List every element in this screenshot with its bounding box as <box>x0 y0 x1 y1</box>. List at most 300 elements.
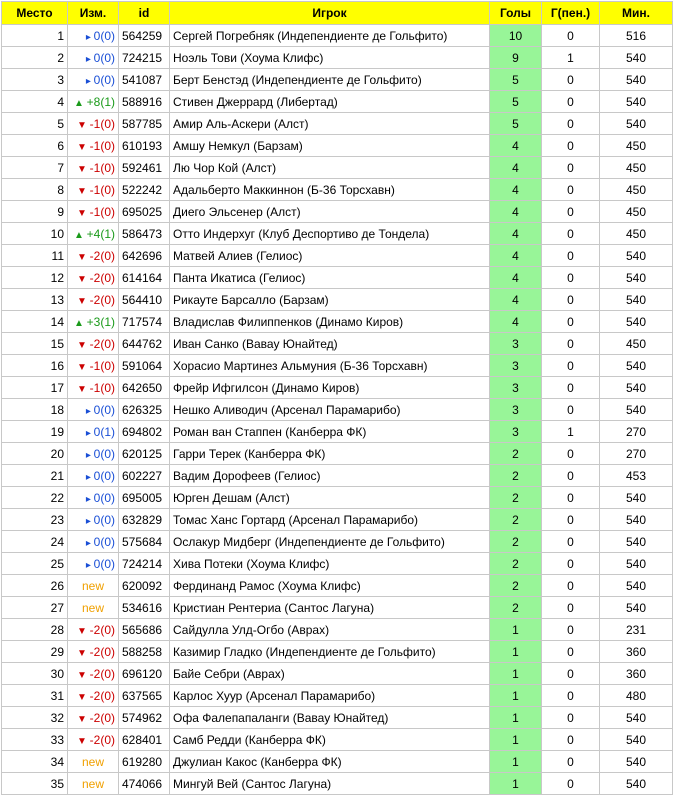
change-value: 0(0) <box>93 534 115 549</box>
place-cell: 34 <box>2 751 68 773</box>
player-name-cell[interactable]: Отто Индерхуг (Клуб Деспортиво де Тондела) <box>170 223 490 245</box>
goals-cell: 3 <box>490 377 542 399</box>
change-value: -1(0) <box>89 380 115 395</box>
penalty-goals-cell: 0 <box>542 333 600 355</box>
penalty-goals-cell: 0 <box>542 179 600 201</box>
player-name-cell[interactable]: Томас Ханс Гортард (Арсенал Парамарибо) <box>170 509 490 531</box>
minutes-cell: 540 <box>600 751 673 773</box>
table-row <box>2 443 673 465</box>
goals-cell: 3 <box>490 421 542 443</box>
penalty-goals-cell: 0 <box>542 267 600 289</box>
penalty-goals-cell: 0 <box>542 91 600 113</box>
change-cell <box>68 179 119 201</box>
change-cell <box>68 333 119 355</box>
change-value: 0(0) <box>93 556 115 571</box>
change-value: 0(0) <box>93 490 115 505</box>
penalty-goals-cell: 0 <box>542 575 600 597</box>
goals-cell: 10 <box>490 25 542 47</box>
player-id-cell: 588258 <box>119 641 170 663</box>
player-name-cell[interactable]: Фрейр Ифгилсон (Динамо Киров) <box>170 377 490 399</box>
player-name-cell[interactable]: Матвей Алиев (Гелиос) <box>170 245 490 267</box>
change-cell <box>68 135 119 157</box>
player-name-cell[interactable]: Самб Редди (Канберра ФК) <box>170 729 490 751</box>
goals-cell: 2 <box>490 531 542 553</box>
table-row <box>2 751 673 773</box>
pointer-right-icon: ▸ <box>85 31 94 43</box>
change-value: 0(0) <box>93 72 115 87</box>
goals-cell: 1 <box>490 685 542 707</box>
change-value: 0(0) <box>93 446 115 461</box>
minutes-cell: 540 <box>600 597 673 619</box>
change-value: -2(0) <box>89 644 115 659</box>
player-id-cell: 626325 <box>119 399 170 421</box>
triangle-down-icon: ▼ <box>76 647 90 659</box>
player-name-cell[interactable]: Ослакур Мидберг (Индепендиенте де Гольфито) <box>170 531 490 553</box>
player-name-cell[interactable]: Роман ван Стаппен (Канберра ФК) <box>170 421 490 443</box>
place-cell: 17 <box>2 377 68 399</box>
change-value: -2(0) <box>89 336 115 351</box>
player-name-cell[interactable]: Владислав Филиппенков (Динамо Киров) <box>170 311 490 333</box>
player-id-cell: 574962 <box>119 707 170 729</box>
goals-cell: 5 <box>490 91 542 113</box>
player-name-cell[interactable]: Диего Эльсенер (Алст) <box>170 201 490 223</box>
place-cell: 25 <box>2 553 68 575</box>
player-name-cell[interactable]: Кристиан Рентериа (Сантос Лагуна) <box>170 597 490 619</box>
player-id-cell: 628401 <box>119 729 170 751</box>
player-id-cell: 541087 <box>119 69 170 91</box>
penalty-goals-cell: 0 <box>542 201 600 223</box>
change-cell <box>68 465 119 487</box>
change-value: +3(1) <box>86 314 115 329</box>
change-value: -2(0) <box>89 248 115 263</box>
penalty-goals-cell: 0 <box>542 245 600 267</box>
penalty-goals-cell: 0 <box>542 157 600 179</box>
table-row <box>2 465 673 487</box>
table-row <box>2 531 673 553</box>
table-row <box>2 355 673 377</box>
change-value: -2(0) <box>89 292 115 307</box>
penalty-goals-cell: 0 <box>542 69 600 91</box>
penalty-goals-cell: 0 <box>542 751 600 773</box>
penalty-goals-cell: 0 <box>542 377 600 399</box>
place-cell: 3 <box>2 69 68 91</box>
penalty-goals-cell: 0 <box>542 135 600 157</box>
header-player[interactable]: Игрок <box>170 2 490 25</box>
triangle-down-icon: ▼ <box>76 119 90 131</box>
header-minutes[interactable]: Мин. <box>600 2 673 25</box>
minutes-cell: 450 <box>600 157 673 179</box>
change-cell <box>68 421 119 443</box>
triangle-down-icon: ▼ <box>76 141 90 153</box>
change-value: 0(0) <box>93 512 115 527</box>
place-cell: 30 <box>2 663 68 685</box>
goals-cell: 2 <box>490 487 542 509</box>
triangle-down-icon: ▼ <box>76 383 90 395</box>
player-id-cell: 588916 <box>119 91 170 113</box>
minutes-cell: 540 <box>600 69 673 91</box>
table-row <box>2 25 673 47</box>
pointer-right-icon: ▸ <box>85 405 94 417</box>
change-value: -2(0) <box>89 270 115 285</box>
place-cell: 22 <box>2 487 68 509</box>
minutes-cell: 360 <box>600 641 673 663</box>
place-cell: 14 <box>2 311 68 333</box>
change-cell <box>68 201 119 223</box>
place-cell: 35 <box>2 773 68 795</box>
place-cell: 13 <box>2 289 68 311</box>
change-value: 0(0) <box>93 28 115 43</box>
goals-cell: 4 <box>490 245 542 267</box>
penalty-goals-cell: 0 <box>542 641 600 663</box>
player-name-cell[interactable]: Сайдулла Улд-Огбо (Аврах) <box>170 619 490 641</box>
triangle-down-icon: ▼ <box>76 207 90 219</box>
place-cell: 2 <box>2 47 68 69</box>
place-cell: 21 <box>2 465 68 487</box>
change-cell <box>68 69 119 91</box>
player-name-cell[interactable]: Джулиан Какос (Канберра ФК) <box>170 751 490 773</box>
change-value: -1(0) <box>89 182 115 197</box>
triangle-down-icon: ▼ <box>76 295 90 307</box>
penalty-goals-cell: 0 <box>542 531 600 553</box>
table-row <box>2 311 673 333</box>
player-name-cell[interactable]: Панта Икатиса (Гелиос) <box>170 267 490 289</box>
goals-cell: 1 <box>490 729 542 751</box>
top-scorers-table <box>1 1 673 795</box>
change-value: 0(1) <box>93 424 115 439</box>
place-cell: 9 <box>2 201 68 223</box>
player-name-cell[interactable]: Стивен Джеррард (Либертад) <box>170 91 490 113</box>
minutes-cell: 540 <box>600 399 673 421</box>
pointer-right-icon: ▸ <box>85 493 94 505</box>
player-id-cell: 620125 <box>119 443 170 465</box>
penalty-goals-cell: 0 <box>542 553 600 575</box>
player-name-cell[interactable]: Хива Потеки (Хоума Клифс) <box>170 553 490 575</box>
penalty-goals-cell: 0 <box>542 487 600 509</box>
change-cell <box>68 773 119 795</box>
change-value: +4(1) <box>86 226 115 241</box>
goals-cell: 1 <box>490 707 542 729</box>
place-cell: 20 <box>2 443 68 465</box>
penalty-goals-cell: 0 <box>542 25 600 47</box>
change-cell <box>68 47 119 69</box>
player-name-cell[interactable]: Рикауте Барсалло (Барзам) <box>170 289 490 311</box>
penalty-goals-cell: 0 <box>542 465 600 487</box>
place-cell: 29 <box>2 641 68 663</box>
penalty-goals-cell: 0 <box>542 597 600 619</box>
change-value: -2(0) <box>89 732 115 747</box>
pointer-right-icon: ▸ <box>85 471 94 483</box>
player-name-cell[interactable]: Сергей Погребняк (Индепендиенте де Гольфито) <box>170 25 490 47</box>
new-entry-label: new <box>81 578 104 593</box>
penalty-goals-cell: 0 <box>542 355 600 377</box>
change-cell <box>68 399 119 421</box>
place-cell: 19 <box>2 421 68 443</box>
player-name-cell[interactable]: Карлос Хуур (Арсенал Парамарибо) <box>170 685 490 707</box>
player-name-cell[interactable]: Казимир Гладко (Индепендиенте де Гольфито) <box>170 641 490 663</box>
minutes-cell: 540 <box>600 311 673 333</box>
header-change[interactable]: Изм. <box>68 2 119 25</box>
change-cell <box>68 707 119 729</box>
goals-cell: 2 <box>490 575 542 597</box>
header-goals[interactable]: Голы <box>490 2 542 25</box>
table-row <box>2 619 673 641</box>
change-cell <box>68 729 119 751</box>
penalty-goals-cell: 1 <box>542 421 600 443</box>
goals-cell: 4 <box>490 179 542 201</box>
table-row <box>2 47 673 69</box>
player-id-cell: 610193 <box>119 135 170 157</box>
change-value: -1(0) <box>89 358 115 373</box>
player-name-cell[interactable]: Нешко Аливодич (Арсенал Парамарибо) <box>170 399 490 421</box>
penalty-goals-cell: 0 <box>542 113 600 135</box>
player-name-cell[interactable]: Ноэль Тови (Хоума Клифс) <box>170 47 490 69</box>
change-value: -1(0) <box>89 204 115 219</box>
place-cell: 26 <box>2 575 68 597</box>
player-id-cell: 564259 <box>119 25 170 47</box>
header-penalty-goals[interactable]: Г(пен.) <box>542 2 600 25</box>
place-cell: 32 <box>2 707 68 729</box>
penalty-goals-cell: 0 <box>542 729 600 751</box>
goals-cell: 9 <box>490 47 542 69</box>
change-value: 0(0) <box>93 402 115 417</box>
place-cell: 33 <box>2 729 68 751</box>
change-value: -1(0) <box>89 116 115 131</box>
change-cell <box>68 685 119 707</box>
change-cell <box>68 619 119 641</box>
player-name-cell[interactable]: Адальберто Маккиннон (Б-36 Торсхавн) <box>170 179 490 201</box>
penalty-goals-cell: 1 <box>542 47 600 69</box>
player-name-cell[interactable]: Берт Бенстэд (Индепендиенте де Гольфито) <box>170 69 490 91</box>
change-cell <box>68 157 119 179</box>
change-value: -2(0) <box>89 666 115 681</box>
place-cell: 4 <box>2 91 68 113</box>
goals-cell: 2 <box>490 553 542 575</box>
table-row <box>2 157 673 179</box>
change-value: -2(0) <box>89 710 115 725</box>
minutes-cell: 540 <box>600 707 673 729</box>
table-row <box>2 399 673 421</box>
pointer-right-icon: ▸ <box>85 559 94 571</box>
player-name-cell[interactable]: Юрген Дешам (Алст) <box>170 487 490 509</box>
triangle-down-icon: ▼ <box>76 251 90 263</box>
change-cell <box>68 355 119 377</box>
player-name-cell[interactable]: Вадим Дорофеев (Гелиос) <box>170 465 490 487</box>
minutes-cell: 540 <box>600 575 673 597</box>
change-cell <box>68 553 119 575</box>
place-cell: 24 <box>2 531 68 553</box>
change-cell <box>68 289 119 311</box>
table-body <box>2 25 673 795</box>
table-row <box>2 223 673 245</box>
change-value: 0(0) <box>93 468 115 483</box>
player-name-cell[interactable]: Хорасио Мартинез Альмуния (Б-36 Торсхавн) <box>170 355 490 377</box>
player-id-cell: 534616 <box>119 597 170 619</box>
player-id-cell: 724214 <box>119 553 170 575</box>
header-row <box>2 2 673 25</box>
triangle-down-icon: ▼ <box>76 361 90 373</box>
player-id-cell: 696120 <box>119 663 170 685</box>
player-id-cell: 586473 <box>119 223 170 245</box>
minutes-cell: 540 <box>600 355 673 377</box>
change-value: -2(0) <box>89 622 115 637</box>
place-cell: 8 <box>2 179 68 201</box>
place-cell: 15 <box>2 333 68 355</box>
minutes-cell: 540 <box>600 113 673 135</box>
triangle-down-icon: ▼ <box>76 273 90 285</box>
table-row <box>2 179 673 201</box>
goals-cell: 2 <box>490 443 542 465</box>
change-cell <box>68 509 119 531</box>
player-id-cell: 592461 <box>119 157 170 179</box>
penalty-goals-cell: 0 <box>542 311 600 333</box>
penalty-goals-cell: 0 <box>542 707 600 729</box>
minutes-cell: 450 <box>600 223 673 245</box>
header-id[interactable]: id <box>119 2 170 25</box>
place-cell: 6 <box>2 135 68 157</box>
player-id-cell: 591064 <box>119 355 170 377</box>
table-row <box>2 135 673 157</box>
penalty-goals-cell: 0 <box>542 509 600 531</box>
pointer-right-icon: ▸ <box>85 537 94 549</box>
minutes-cell: 453 <box>600 465 673 487</box>
penalty-goals-cell: 0 <box>542 289 600 311</box>
triangle-down-icon: ▼ <box>76 163 90 175</box>
penalty-goals-cell: 0 <box>542 663 600 685</box>
penalty-goals-cell: 0 <box>542 223 600 245</box>
goals-cell: 1 <box>490 663 542 685</box>
change-cell <box>68 267 119 289</box>
minutes-cell: 540 <box>600 531 673 553</box>
place-cell: 31 <box>2 685 68 707</box>
table-row <box>2 773 673 795</box>
minutes-cell: 450 <box>600 179 673 201</box>
minutes-cell: 540 <box>600 267 673 289</box>
player-id-cell: 642696 <box>119 245 170 267</box>
place-cell: 27 <box>2 597 68 619</box>
player-name-cell[interactable]: Гарри Терек (Канберра ФК) <box>170 443 490 465</box>
pointer-right-icon: ▸ <box>85 515 94 527</box>
minutes-cell: 540 <box>600 487 673 509</box>
place-cell: 23 <box>2 509 68 531</box>
player-name-cell[interactable]: Лю Чор Кой (Алст) <box>170 157 490 179</box>
table-row <box>2 245 673 267</box>
minutes-cell: 450 <box>600 135 673 157</box>
player-id-cell: 587785 <box>119 113 170 135</box>
player-name-cell[interactable]: Фердинанд Рамос (Хоума Клифс) <box>170 575 490 597</box>
table-row <box>2 597 673 619</box>
penalty-goals-cell: 0 <box>542 399 600 421</box>
goals-cell: 2 <box>490 509 542 531</box>
player-id-cell: 565686 <box>119 619 170 641</box>
table-row <box>2 641 673 663</box>
minutes-cell: 540 <box>600 289 673 311</box>
triangle-down-icon: ▼ <box>76 735 90 747</box>
minutes-cell: 540 <box>600 47 673 69</box>
goals-cell: 1 <box>490 641 542 663</box>
table-row <box>2 509 673 531</box>
goals-cell: 4 <box>490 311 542 333</box>
goals-cell: 3 <box>490 399 542 421</box>
place-cell: 12 <box>2 267 68 289</box>
table-row <box>2 201 673 223</box>
player-name-cell[interactable]: Байе Себри (Аврах) <box>170 663 490 685</box>
triangle-up-icon: ▲ <box>73 317 87 329</box>
goals-cell: 3 <box>490 333 542 355</box>
player-name-cell[interactable]: Иван Санко (Вавау Юнайтед) <box>170 333 490 355</box>
change-cell <box>68 487 119 509</box>
player-id-cell: 564410 <box>119 289 170 311</box>
new-entry-label: new <box>81 754 104 769</box>
change-cell <box>68 245 119 267</box>
penalty-goals-cell: 0 <box>542 685 600 707</box>
table-row <box>2 729 673 751</box>
player-id-cell: 575684 <box>119 531 170 553</box>
minutes-cell: 231 <box>600 619 673 641</box>
player-name-cell[interactable]: Мингуй Вей (Сантос Лагуна) <box>170 773 490 795</box>
pointer-right-icon: ▸ <box>85 53 94 65</box>
player-id-cell: 644762 <box>119 333 170 355</box>
pointer-right-icon: ▸ <box>85 75 94 87</box>
change-value: -1(0) <box>89 160 115 175</box>
player-id-cell: 602227 <box>119 465 170 487</box>
pointer-right-icon: ▸ <box>85 449 94 461</box>
player-id-cell: 620092 <box>119 575 170 597</box>
goals-cell: 1 <box>490 773 542 795</box>
place-cell: 16 <box>2 355 68 377</box>
table-row <box>2 707 673 729</box>
table-row <box>2 575 673 597</box>
triangle-down-icon: ▼ <box>76 339 90 351</box>
player-id-cell: 474066 <box>119 773 170 795</box>
player-id-cell: 694802 <box>119 421 170 443</box>
change-value: 0(0) <box>93 50 115 65</box>
player-name-cell[interactable]: Офа Фалепапаланги (Вавау Юнайтед) <box>170 707 490 729</box>
change-cell <box>68 311 119 333</box>
triangle-down-icon: ▼ <box>76 691 90 703</box>
minutes-cell: 540 <box>600 729 673 751</box>
new-entry-label: new <box>81 776 104 791</box>
goals-cell: 4 <box>490 267 542 289</box>
minutes-cell: 270 <box>600 443 673 465</box>
table-row <box>2 553 673 575</box>
triangle-down-icon: ▼ <box>76 713 90 725</box>
goals-cell: 4 <box>490 201 542 223</box>
minutes-cell: 480 <box>600 685 673 707</box>
minutes-cell: 540 <box>600 773 673 795</box>
player-name-cell[interactable]: Амшу Немкул (Барзам) <box>170 135 490 157</box>
minutes-cell: 540 <box>600 91 673 113</box>
table-row <box>2 377 673 399</box>
player-id-cell: 724215 <box>119 47 170 69</box>
goals-cell: 2 <box>490 465 542 487</box>
minutes-cell: 270 <box>600 421 673 443</box>
change-cell <box>68 641 119 663</box>
change-value: +8(1) <box>86 94 115 109</box>
minutes-cell: 360 <box>600 663 673 685</box>
header-place[interactable]: Место <box>2 2 68 25</box>
penalty-goals-cell: 0 <box>542 443 600 465</box>
minutes-cell: 450 <box>600 201 673 223</box>
minutes-cell: 540 <box>600 245 673 267</box>
change-cell <box>68 751 119 773</box>
player-name-cell[interactable]: Амир Аль-Аскери (Алст) <box>170 113 490 135</box>
change-cell <box>68 443 119 465</box>
new-entry-label: new <box>81 600 104 615</box>
place-cell: 7 <box>2 157 68 179</box>
goals-cell: 4 <box>490 223 542 245</box>
change-value: -2(0) <box>89 688 115 703</box>
triangle-up-icon: ▲ <box>73 97 87 109</box>
